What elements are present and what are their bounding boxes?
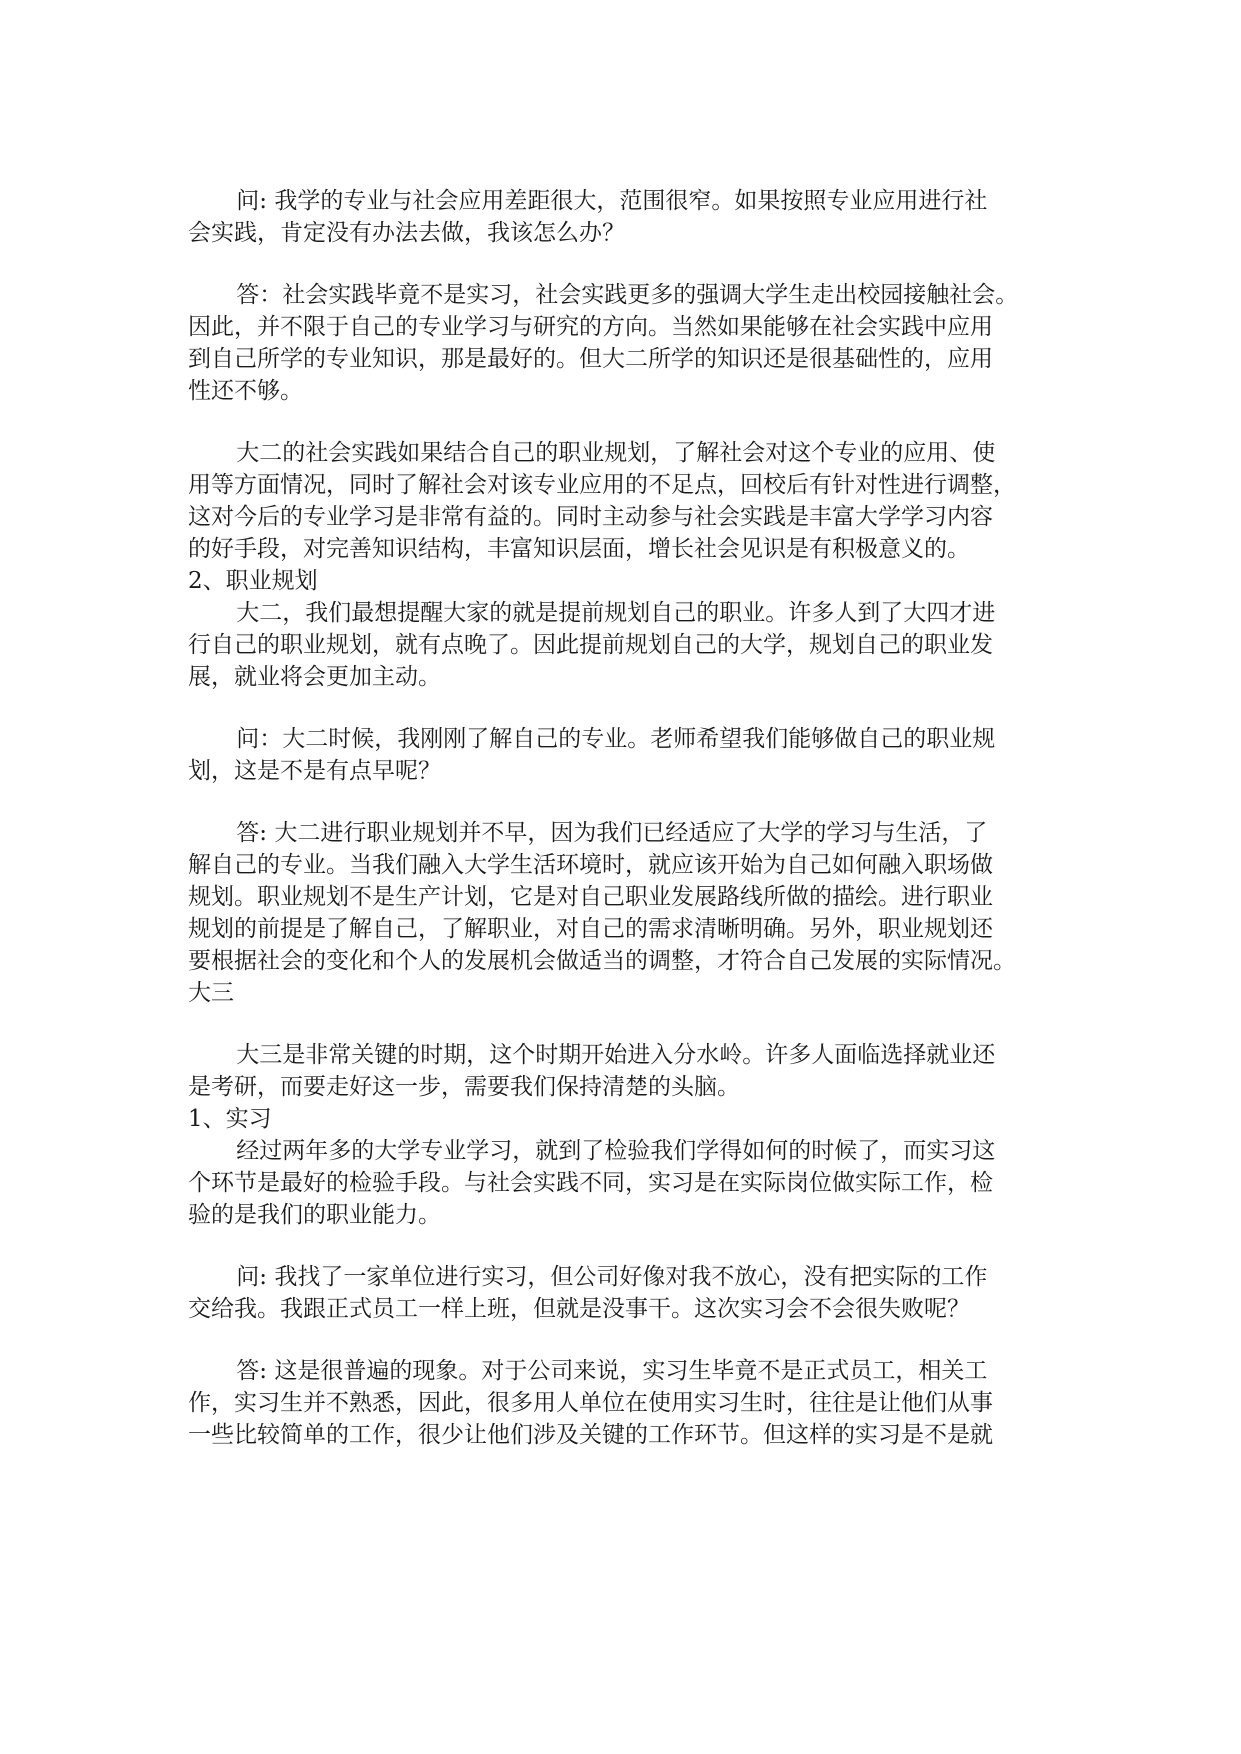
answer-paragraph-2: 答: 大二进行职业规划并不早，因为我们已经适应了大学的学习与生活，了 解自己的专业。当我们融入大学生活环境时，就应该开始为自己如何融入职场做 规划。职业规划不是生产计划，它是对自己职业发展路线所做的描绘。进行职业 规划的前提是了解自己，了解职业，对自己的需求清晰明确。另外，职业规划还 要根据社会的变化和个人的发展机会做适当的调整，才符合自己发展的实际情况。 xyxy=(188,820,1016,974)
question-paragraph-3: 问: 我找了一家单位进行实习，但公司好像对我不放心，没有把实际的工作 交给我。我跟正式员工一样上班，但就是没事干。这次实习会不会很失败呢？ xyxy=(188,1264,988,1322)
question-paragraph-1: 问: 我学的专业与社会应用差距很大，范围很窄。如果按照专业应用进行社 会实践，肯定没有办法去做，我该怎么办？ xyxy=(188,188,988,246)
section-heading-internship: 1、实习 xyxy=(188,1106,272,1132)
body-paragraph-2: 大二，我们最想提醒大家的就是提前规划自己的职业。许多人到了大四才进 行自己的职业规划，就有点晚了。因此提前规划自己的大学，规划自己的职业发 展，就业将会更加主动。 xyxy=(188,600,996,690)
answer-paragraph-1: 答：社会实践毕竟不是实习，社会实践更多的强调大学生走出校园接触社会。 因此，并不限于自己的专业学习与研究的方向。当然如果能够在社会实践中应用 到自己所学的专业知识，那是最好的。但大二所学的知识还是很基础性的，应用 性还不够。 xyxy=(188,282,1019,404)
body-paragraph-1: 大二的社会实践如果结合自己的职业规划，了解社会对这个专业的应用、使 用等方面情况，同时了解社会对该专业应用的不足点，回校后有针对性进行调整， 这对今后的专业学习是非常有益的。同时主动参与社会实践是丰富大学学习内容 的好手段，对完善知识结构，丰富知识层面，增长社会见识是有积极意义的。 xyxy=(188,440,1016,562)
body-paragraph-4: 经过两年多的大学专业学习，就到了检验我们学得如何的时候了，而实习这 个环节是最好的检验手段。与社会实践不同，实习是在实际岗位做实际工作，检 验的是我们的职业能力。 xyxy=(188,1138,996,1228)
question-paragraph-2: 问：大二时候，我刚刚了解自己的专业。老师希望我们能够做自己的职业规 划，这是不是有点早呢？ xyxy=(188,726,996,784)
section-heading-junior-year: 大三 xyxy=(188,980,234,1006)
body-paragraph-3: 大三是非常关键的时期，这个时期开始进入分水岭。许多人面临选择就业还 是考研，而要走好这一步，需要我们保持清楚的头脑。 xyxy=(188,1042,996,1100)
section-heading-career-planning: 2、职业规划 xyxy=(188,568,318,594)
answer-paragraph-3: 答: 这是很普遍的现象。对于公司来说，实习生毕竟不是正式员工，相关工 作，实习生并不熟悉，因此，很多用人单位在使用实习生时，往往是让他们从事 一些比较简单的工作，很少让他们涉及关键的工作环节。但这样的实习是不是就 xyxy=(188,1358,993,1448)
document-page xyxy=(188,185,1058,1451)
